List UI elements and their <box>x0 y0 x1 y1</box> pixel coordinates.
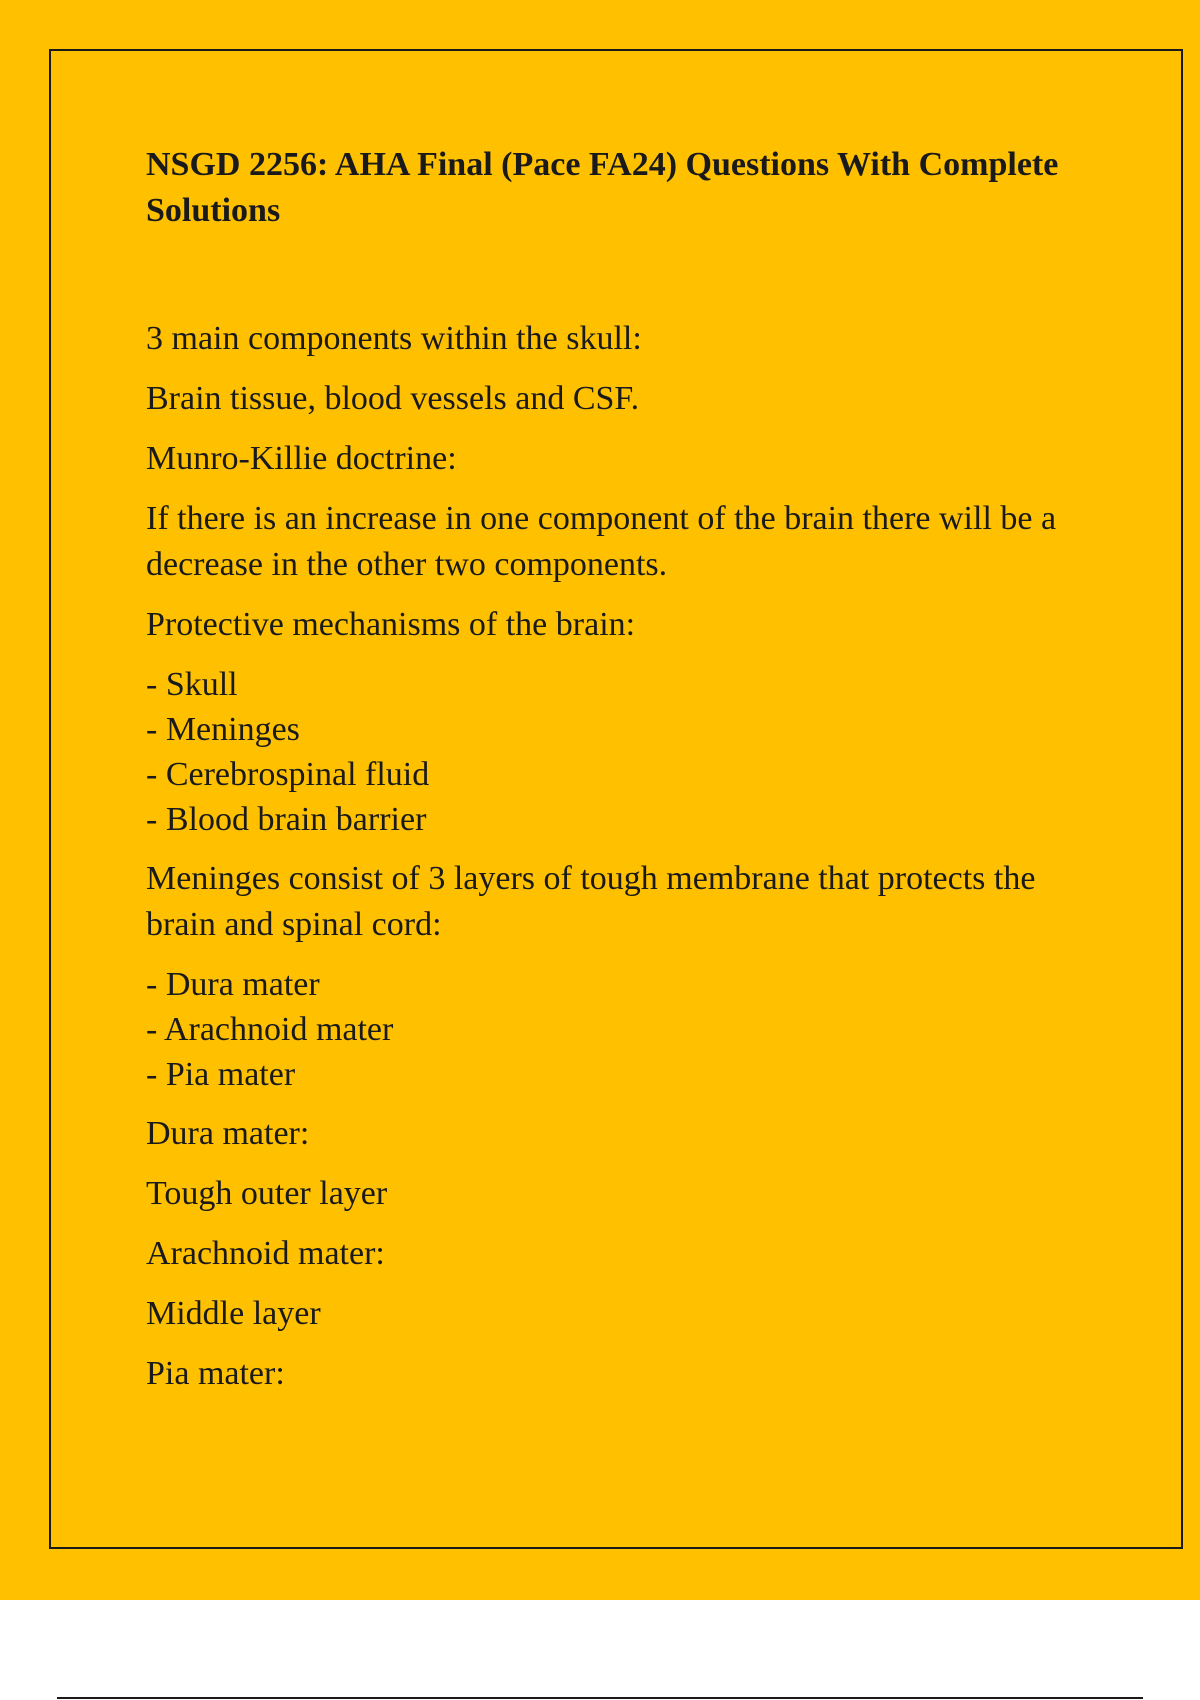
paragraph: Meninges consist of 3 layers of tough membrane that protects the brain and spinal cord: <box>146 860 1036 943</box>
paragraph: Middle layer <box>146 1295 321 1332</box>
paragraph: Munro-Killie doctrine: <box>146 440 457 477</box>
footer-rule <box>57 1697 1143 1699</box>
bullet-list <box>146 662 1086 842</box>
document-title: NSGD 2256: AHA Final (Pace FA24) Questions With Complete Solutions <box>146 146 1059 229</box>
document-content <box>146 316 1086 1397</box>
document-body <box>146 142 1086 1411</box>
bullet-list <box>146 962 1086 1097</box>
list-item: - Skull <box>146 666 238 703</box>
paragraph: Brain tissue, blood vessels and CSF. <box>146 380 640 417</box>
list-item: - Blood brain barrier <box>146 801 427 838</box>
paragraph: If there is an increase in one component of the brain there will be a decrease in the other two components. <box>146 500 1057 583</box>
list-item: - Cerebrospinal fluid <box>146 756 430 793</box>
paragraph: Dura mater: <box>146 1115 310 1152</box>
list-item: - Dura mater <box>146 966 320 1003</box>
paragraph: Arachnoid mater: <box>146 1235 385 1272</box>
list-item: - Meninges <box>146 711 300 748</box>
paragraph: Pia mater: <box>146 1355 285 1392</box>
paragraph: Tough outer layer <box>146 1175 388 1212</box>
paragraph: 3 main components within the skull: <box>146 320 642 357</box>
list-item: - Arachnoid mater <box>146 1011 394 1048</box>
list-item: - Pia mater <box>146 1056 296 1093</box>
paragraph: Protective mechanisms of the brain: <box>146 606 636 643</box>
